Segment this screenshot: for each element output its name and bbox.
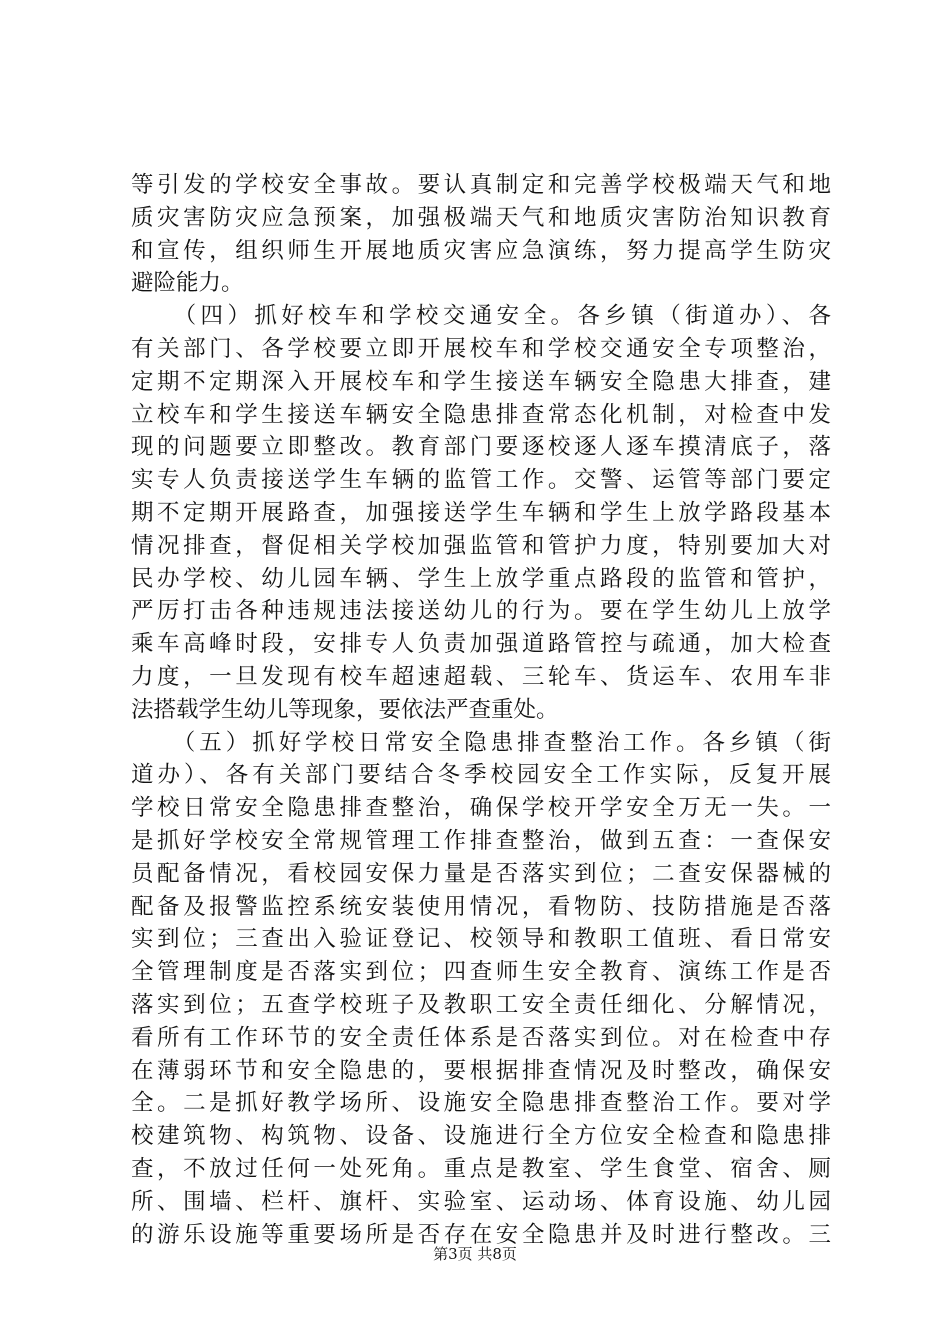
text-line: （五）抓好学校日常安全隐患排查整治工作。各乡镇（街 — [131, 729, 831, 756]
text-line: 员配备情况，看校园安保力量是否落实到位；二查安保器械的 — [131, 860, 831, 887]
page-footer: 第3页 共8页 — [433, 1245, 517, 1263]
body-text — [131, 169, 831, 1251]
text-line: 民办学校、幼儿园车辆、学生上放学重点路段的监管和管护， — [131, 565, 831, 592]
text-line: 法搭载学生幼儿等现象，要依法严查重处。 — [131, 696, 559, 723]
text-line: 期不定期开展路查，加强接送学生车辆和学生上放学路段基本 — [131, 499, 831, 526]
text-line: 实到位；三查出入验证登记、校领导和教职工值班、看日常安 — [131, 926, 831, 953]
text-line: 配备及报警监控系统安装使用情况，看物防、技防措施是否落 — [131, 893, 831, 920]
text-line: 力度，一旦发现有校车超速超载、三轮车、货运车、农用车非 — [131, 663, 831, 690]
text-line: 在薄弱环节和安全隐患的，要根据排查情况及时整改，确保安 — [131, 1057, 831, 1084]
text-line: 严厉打击各种违规违法接送幼儿的行为。要在学生幼儿上放学 — [131, 598, 831, 625]
text-line: 现的问题要立即整改。教育部门要逐校逐人逐车摸清底子，落 — [131, 434, 831, 461]
text-line: 所、围墙、栏杆、旗杆、实验室、运动场、体育设施、幼儿园 — [131, 1188, 831, 1215]
text-line: 情况排查，督促相关学校加强监管和管护力度，特别要加大对 — [131, 532, 831, 559]
text-line: （四）抓好校车和学校交通安全。各乡镇（街道办）、各 — [131, 303, 831, 330]
text-line: 有关部门、各学校要立即开展校车和学校交通安全专项整治， — [131, 335, 831, 362]
text-line: 看所有工作环节的安全责任体系是否落实到位。对在检查中存 — [131, 1024, 831, 1051]
text-line: 和宣传，组织师生开展地质灾害应急演练，努力提高学生防灾 — [131, 237, 831, 264]
text-line: 道办）、各有关部门要结合冬季校园安全工作实际，反复开展 — [131, 762, 831, 789]
text-line: 避险能力。 — [131, 270, 244, 297]
text-line: 实专人负责接送学生车辆的监管工作。交警、运管等部门要定 — [131, 467, 831, 494]
text-line: 等引发的学校安全事故。要认真制定和完善学校极端天气和地 — [131, 172, 831, 198]
text-line: 落实到位；五查学校班子及教职工安全责任细化、分解情况， — [131, 991, 831, 1018]
text-line: 的游乐设施等重要场所是否存在安全隐患并及时进行整改。三 — [131, 1221, 831, 1248]
text-line: 学校日常安全隐患排查整治，确保学校开学安全万无一失。一 — [131, 795, 831, 822]
text-line: 校建筑物、构筑物、设备、设施进行全方位安全检查和隐患排 — [131, 1123, 831, 1150]
text-line: 定期不定期深入开展校车和学生接送车辆安全隐患大排查，建 — [131, 368, 831, 395]
text-line: 立校车和学生接送车辆安全隐患排查常态化机制，对检查中发 — [131, 401, 831, 428]
text-line: 查，不放过任何一处死角。重点是教室、学生食堂、宿舍、厕 — [131, 1155, 831, 1182]
text-line: 乘车高峰时段，安排专人负责加强道路管控与疏通，加大检查 — [131, 631, 831, 658]
text-line: 全管理制度是否落实到位；四查师生安全教育、演练工作是否 — [131, 959, 831, 986]
text-line: 是抓好学校安全常规管理工作排查整治，做到五查：一查保安 — [131, 827, 831, 854]
text-line: 全。二是抓好教学场所、设施安全隐患排查整治工作。要对学 — [131, 1090, 831, 1117]
text-line: 质灾害防灾应急预案，加强极端天气和地质灾害防治知识教育 — [131, 204, 831, 231]
